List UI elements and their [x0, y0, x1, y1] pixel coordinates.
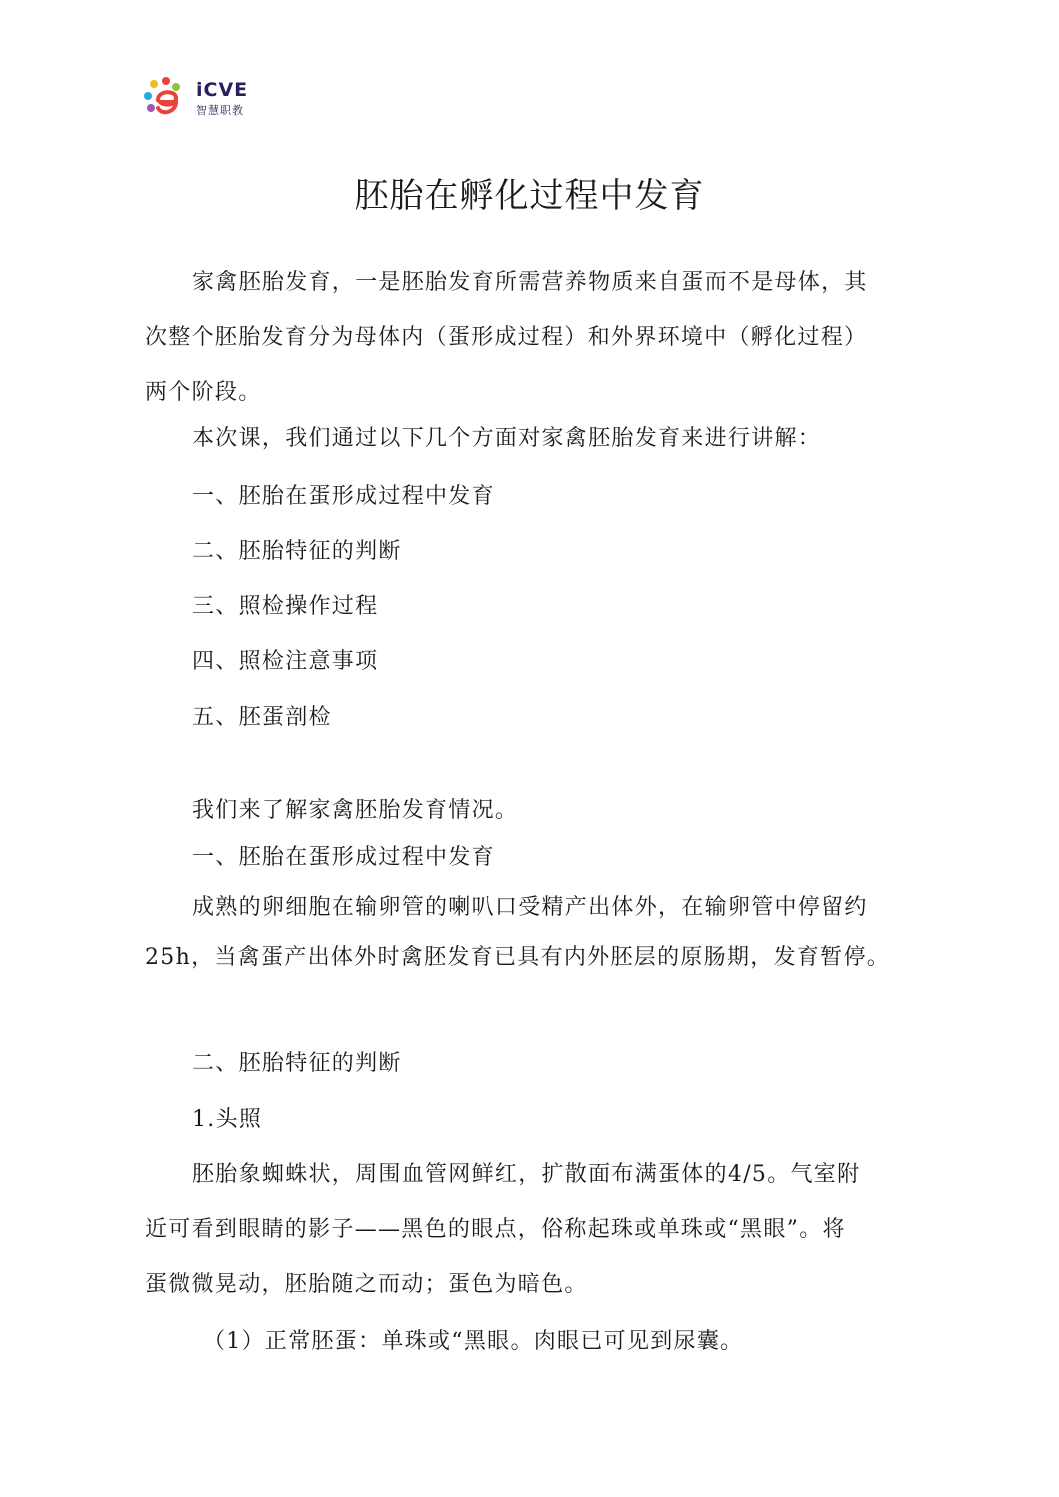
outline-item: 五、胚蛋剖检: [192, 705, 332, 730]
list-item: （1）正常胚蛋：单珠或“黑眼。肉眼已可见到尿囊。: [203, 1329, 744, 1354]
section-heading: 二、胚胎特征的判断: [192, 1051, 402, 1076]
outline-item: 四、照检注意事项: [192, 649, 379, 674]
intro-line: 次整个胚胎发育分为母体内（蛋形成过程）和外界环境中（孵化过程）: [145, 325, 868, 350]
paragraph-line: 成熟的卵细胞在输卵管的喇叭口受精产出体外，在输卵管中停留约: [192, 895, 868, 920]
paragraph-line: 25h，当禽蛋产出体外时禽胚发育已具有内外胚层的原肠期，发育暂停。: [145, 945, 891, 970]
intro-line: 家禽胚胎发育，一是胚胎发育所需营养物质来自蛋而不是母体，其: [192, 270, 868, 295]
lesson-intro: 本次课，我们通过以下几个方面对家禽胚胎发育来进行讲解：: [192, 426, 822, 451]
outline-item: 一、胚胎在蛋形成过程中发育: [192, 484, 495, 509]
document-title: 胚胎在孵化过程中发育: [354, 176, 705, 216]
section-lead: 我们来了解家禽胚胎发育情况。: [192, 798, 519, 823]
outline-item: 三、照检操作过程: [192, 594, 379, 619]
logo-wordmark: iCVE: [196, 79, 249, 101]
icve-logo: [142, 76, 262, 120]
intro-line: 两个阶段。: [145, 380, 262, 405]
logo-subtitle: 智慧职教: [196, 104, 244, 117]
subsection-heading: 1.头照: [192, 1107, 263, 1132]
paragraph-line: 蛋微微晃动，胚胎随之而动；蛋色为暗色。: [145, 1272, 588, 1297]
paragraph-line: 近可看到眼睛的影子——黑色的眼点，俗称起珠或单珠或“黑眼”。将: [145, 1217, 846, 1242]
section-heading: 一、胚胎在蛋形成过程中发育: [192, 845, 495, 870]
paragraph-line: 胚胎象蜘蛛状，周围血管网鲜红，扩散面布满蛋体的4/5。气室附: [192, 1162, 861, 1187]
icve-flower-icon: [142, 76, 194, 120]
outline-item: 二、胚胎特征的判断: [192, 539, 402, 564]
